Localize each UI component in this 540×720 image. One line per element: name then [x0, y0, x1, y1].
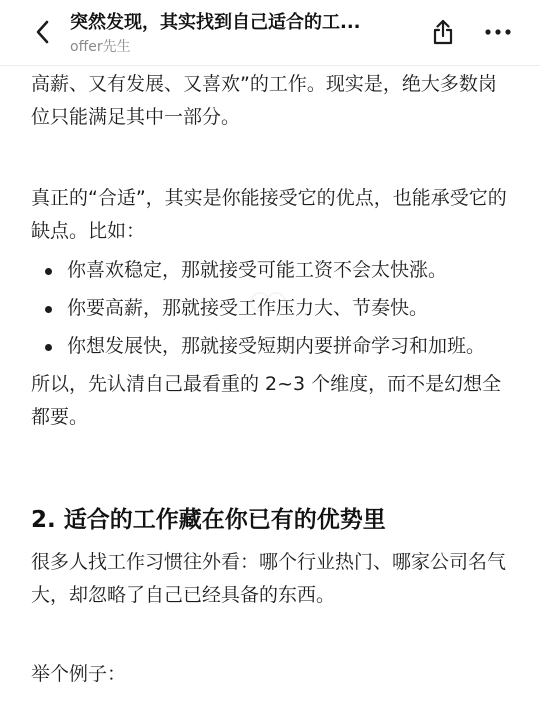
list-item-text: 你喜欢稳定，那就接受可能工资不会太快涨。	[67, 259, 448, 281]
chevron-left-icon	[35, 20, 49, 44]
paragraph-definition: 真正的“合适”，其实是你能接受它的优点，也能承受它的缺点。比如：	[31, 187, 507, 242]
paragraph-example-lead: 举个例子：	[31, 663, 127, 685]
more-options-button[interactable]	[480, 16, 516, 48]
bullet-dot-icon	[45, 344, 52, 351]
list-item	[31, 330, 511, 363]
watermark-icon	[248, 290, 288, 314]
section-heading: 2. 适合的工作藏在你已有的优势里	[31, 507, 386, 533]
paragraph-intro-continued: 高薪、又有发展、又喜欢”的工作。现实是，绝大多数岗位只能满足其中一部分。	[31, 73, 497, 128]
page-title: 突然发现，其实找到自己适合的工...	[70, 12, 361, 33]
author-name[interactable]: offer先生	[70, 39, 131, 55]
list-item-text: 你要高薪，那就接受工作压力大、节奏快。	[67, 297, 429, 319]
back-button[interactable]	[26, 16, 58, 48]
header-title-block	[70, 10, 410, 56]
top-navigation-bar	[0, 0, 540, 66]
list-item	[31, 254, 511, 287]
bullet-dot-icon	[45, 306, 52, 313]
share-button[interactable]	[428, 16, 458, 48]
list-item-text: 你想发展快，那就接受短期内要拼命学习和加班。	[67, 335, 486, 357]
more-dots-icon	[484, 28, 512, 36]
share-icon	[431, 18, 455, 46]
article-body	[31, 66, 511, 691]
paragraph-conclusion: 所以，先认清自己最看重的 2~3 个维度，而不是幻想全都要。	[31, 373, 502, 428]
paragraph-section-intro: 很多人找工作习惯往外看：哪个行业热门、哪家公司名气大，却忽略了自己已经具备的东西。	[31, 551, 507, 606]
bullet-dot-icon	[45, 268, 52, 275]
